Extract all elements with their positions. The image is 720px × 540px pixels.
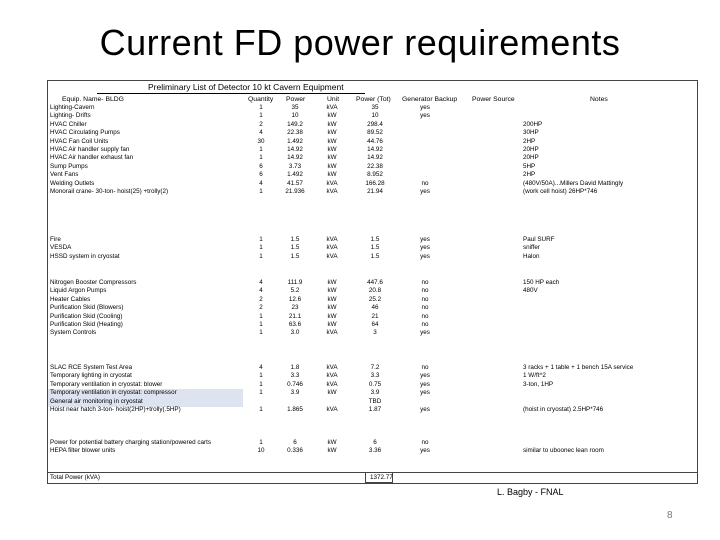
cell-qty: 1 xyxy=(259,321,263,328)
cell-tot: 14.92 xyxy=(367,154,383,162)
cell-notes: (hoist in cryostat) 2.5HP*746 xyxy=(523,406,604,413)
cell-qty: 1 xyxy=(259,439,263,446)
cell-gen: no xyxy=(421,287,429,295)
cell-unit: kVA xyxy=(326,364,338,371)
cell-qty: 6 xyxy=(259,171,263,179)
cell-qty: 1 xyxy=(259,380,263,388)
cell-qty: 1 xyxy=(259,236,263,243)
sheet-title-underline xyxy=(97,93,365,94)
cell-notes: 2HP xyxy=(523,171,536,179)
cell-notes: Halon xyxy=(523,252,540,260)
cell-unit: kW xyxy=(327,304,337,312)
cell-unit: kW xyxy=(327,129,337,137)
cell-gen: no xyxy=(421,279,429,286)
cell-power: 0.336 xyxy=(287,447,303,455)
cell-qty: 1 xyxy=(259,244,263,252)
cell-power: 14.92 xyxy=(287,146,303,153)
cell-qty: 1 xyxy=(259,188,263,195)
cell-tot: 1.87 xyxy=(368,406,382,413)
sheet-title: Preliminary List of Detector 10 kt Cavern Equipment xyxy=(148,82,344,92)
cell-name: Fire xyxy=(50,236,61,243)
cell-name: Heater Cables xyxy=(50,295,91,303)
cell-qty: 1 xyxy=(259,312,263,320)
header-power-tot: Power (Tot) xyxy=(356,96,391,103)
cell-unit: kVA xyxy=(326,380,338,388)
cell-power: 3.0 xyxy=(290,329,300,337)
cell-tot: 89.52 xyxy=(367,129,383,137)
cell-qty: 2 xyxy=(259,295,263,303)
cell-power: 0.746 xyxy=(287,380,303,388)
cell-qty: 1 xyxy=(259,112,263,120)
cell-unit: kVA xyxy=(326,252,338,260)
cell-notes: 1 W/ft^2 xyxy=(523,372,546,380)
cell-name: Hoist near hatch 3-ton- hoist(2HP)+trolly(.5HP) xyxy=(50,406,181,413)
cell-unit: kW xyxy=(327,321,337,328)
cell-name: HVAC Air handler supply fan xyxy=(50,146,130,153)
cell-name: Liquid Argon Pumps xyxy=(50,287,107,295)
cell-qty: 1 xyxy=(259,154,263,162)
cell-power: 21.936 xyxy=(285,188,305,195)
cell-qty: 1 xyxy=(259,372,263,380)
cell-notes: 30HP xyxy=(523,129,539,137)
cell-unit: kW xyxy=(327,162,337,170)
cell-name: General air monitoring in cryostat xyxy=(50,397,143,405)
cell-unit: kW xyxy=(327,279,337,286)
cell-qty: 1 xyxy=(259,252,263,260)
cell-tot: 3 xyxy=(373,329,377,337)
cell-unit: kW xyxy=(327,120,337,128)
cell-power: 3.73 xyxy=(288,162,302,170)
header-notes: Notes xyxy=(590,96,608,103)
cell-notes: 5HP xyxy=(523,162,536,170)
cell-power: 3.9 xyxy=(290,389,300,397)
header-power-source: Power Source xyxy=(472,96,515,103)
cell-gen: yes xyxy=(420,244,430,252)
cell-unit: kW xyxy=(327,171,337,179)
cell-unit: kW xyxy=(327,389,337,397)
cell-gen: yes xyxy=(420,389,430,397)
total-value: 1372.77 xyxy=(370,474,393,481)
cell-power: 10 xyxy=(291,112,299,120)
cell-power: 12.6 xyxy=(288,295,302,303)
cell-name: HVAC Air handler exhaust fan xyxy=(50,154,134,162)
cell-name: Temporary ventilation in cryostat: blower xyxy=(50,380,163,388)
cell-power: 35 xyxy=(291,104,299,111)
cell-power: 23 xyxy=(291,304,299,312)
cell-tot: 10 xyxy=(371,112,379,120)
cell-gen: yes xyxy=(420,112,430,120)
cell-gen: yes xyxy=(420,406,430,413)
cell-unit: kVA xyxy=(326,372,338,380)
cell-unit: kW xyxy=(327,112,337,120)
cell-gen: yes xyxy=(420,329,430,337)
cell-tot: 21 xyxy=(371,312,379,320)
cell-unit: kVA xyxy=(326,244,338,252)
cell-power: 149.2 xyxy=(287,120,303,128)
cell-notes: (480V/50A)...Millers David Mattingly xyxy=(523,179,624,187)
cell-unit: kW xyxy=(327,287,337,295)
cell-power: 1.492 xyxy=(287,137,303,145)
cell-notes: 150 HP each xyxy=(523,279,560,286)
header-equip: Equip. Name- BLDG xyxy=(62,96,124,103)
cell-gen: yes xyxy=(420,380,430,388)
cell-name: Vent Fans xyxy=(50,171,79,179)
cell-qty: 1 xyxy=(259,104,263,111)
cell-unit: kVA xyxy=(326,104,338,111)
cell-power: 3.3 xyxy=(290,372,300,380)
cell-gen: yes xyxy=(420,188,430,195)
cell-name: HVAC Circulating Pumps xyxy=(50,129,120,137)
cell-tot: 46 xyxy=(371,304,379,312)
cell-name: HVAC Fan Coil Units xyxy=(50,137,109,145)
cell-power: 1.865 xyxy=(287,406,303,413)
cell-tot: 22.38 xyxy=(367,162,383,170)
cell-name: Purification Skid (Cooling) xyxy=(50,312,123,320)
cell-tot: 166.28 xyxy=(365,179,385,187)
cell-tot: 1.5 xyxy=(370,252,380,260)
cell-power: 6 xyxy=(293,439,297,446)
cell-tot: 0.75 xyxy=(368,380,382,388)
cell-name: SLAC RCE System Test Area xyxy=(50,364,133,371)
cell-tot: 3.9 xyxy=(370,389,380,397)
header-power: Power xyxy=(286,96,306,103)
cell-tot: 298.4 xyxy=(367,120,383,128)
cell-power: 63.6 xyxy=(288,321,302,328)
cell-unit: kVA xyxy=(326,188,338,195)
cell-unit: kW xyxy=(327,439,337,446)
cell-notes: 20HP xyxy=(523,154,539,162)
cell-tot: 447.6 xyxy=(367,279,383,286)
cell-qty: 1 xyxy=(259,329,263,337)
cell-tot: 25.2 xyxy=(368,295,382,303)
cell-unit: kW xyxy=(327,154,337,162)
cell-gen: yes xyxy=(420,447,430,455)
cell-gen: no xyxy=(421,295,429,303)
cell-tot: 3.36 xyxy=(368,447,382,455)
cell-qty: 10 xyxy=(257,447,265,455)
cell-tot: TBD xyxy=(368,397,382,405)
cell-name: Power for potential battery charging station/powered carts xyxy=(50,439,212,446)
cell-tot: 7.2 xyxy=(370,364,380,371)
cell-power: 41.57 xyxy=(287,179,303,187)
cell-notes: 480V xyxy=(523,287,538,295)
cell-name: HSSD system in cryostat xyxy=(50,252,120,260)
cell-qty: 4 xyxy=(259,129,263,137)
cell-unit: kVA xyxy=(326,406,338,413)
cell-tot: 35 xyxy=(371,104,379,111)
cell-gen: no xyxy=(421,364,429,371)
cell-power: 111.9 xyxy=(287,279,303,286)
cell-qty: 1 xyxy=(259,146,263,153)
cell-qty: 1 xyxy=(259,406,263,413)
total-label: Total Power (kVA) xyxy=(50,474,100,481)
cell-power: 14.92 xyxy=(287,154,303,162)
cell-notes: 3-ton, 1HP xyxy=(523,380,554,388)
cell-name: Temporary lighting in cryostat xyxy=(50,372,132,380)
cell-tot: 3.3 xyxy=(370,372,380,380)
cell-unit: kVA xyxy=(326,329,338,337)
cell-gen: no xyxy=(421,179,429,187)
cell-qty: 2 xyxy=(259,120,263,128)
cell-gen: yes xyxy=(420,372,430,380)
cell-unit: kW xyxy=(327,137,337,145)
header-unit: Unit xyxy=(327,96,340,103)
header-generator: Generator Backup xyxy=(402,96,458,103)
cell-unit: kW xyxy=(327,146,337,153)
cell-tot: 1.5 xyxy=(370,244,380,252)
cell-unit: kW xyxy=(327,295,337,303)
cell-notes: 20HP xyxy=(523,146,539,153)
cell-gen: yes xyxy=(420,236,430,243)
cell-gen: no xyxy=(421,312,429,320)
cell-power: 1.8 xyxy=(290,364,300,371)
cell-qty: 30 xyxy=(257,137,265,145)
cell-gen: no xyxy=(421,304,429,312)
slide-title: Current FD power requirements xyxy=(99,22,621,63)
cell-name: Sump Pumps xyxy=(50,162,88,170)
cell-power: 1.492 xyxy=(287,171,303,179)
cell-tot: 64 xyxy=(371,321,379,328)
cell-name: HEPA filter blower units xyxy=(50,447,116,455)
cell-name: Lighting- Drifts xyxy=(50,112,91,120)
cell-tot: 21.94 xyxy=(367,188,383,195)
cell-qty: 4 xyxy=(259,179,263,187)
cell-power: 1.5 xyxy=(290,244,300,252)
cell-notes: similar to uboonec lean room xyxy=(523,447,604,455)
cell-notes: 200HP xyxy=(523,120,543,128)
cell-tot: 6 xyxy=(373,439,377,446)
cell-power: 21.1 xyxy=(288,312,302,320)
cell-notes: sniffer xyxy=(523,244,541,252)
cell-power: 1.5 xyxy=(290,236,300,243)
cell-notes: 3 racks + 1 table + 1 bench 15A service xyxy=(523,364,634,371)
cell-name: Monorail crane- 30-ton- hoist(25) +trolly(2) xyxy=(50,188,169,195)
cell-tot: 44.76 xyxy=(367,137,383,145)
cell-qty: 2 xyxy=(259,304,263,312)
cell-qty: 4 xyxy=(259,287,263,295)
cell-name: Purification Skid (Blowers) xyxy=(50,304,124,312)
cell-name: Purification Skid (Heating) xyxy=(50,321,123,328)
cell-name: HVAC Chiller xyxy=(50,120,87,128)
cell-notes: (work cell hoist) 26HP*746 xyxy=(523,188,598,195)
cell-qty: 6 xyxy=(259,162,263,170)
cell-name: Lighting-Cavern xyxy=(50,104,95,111)
cell-notes: Paul SURF xyxy=(523,236,555,243)
cell-tot: 1.5 xyxy=(370,236,380,243)
cell-gen: yes xyxy=(420,104,430,111)
cell-name: Nitrogen Booster Compressors xyxy=(50,279,137,286)
cell-notes: 2HP xyxy=(523,137,536,145)
cell-name: Temporary ventilation in cryostat: compressor xyxy=(50,389,177,397)
cell-power: 5.2 xyxy=(290,287,300,295)
cell-qty: 4 xyxy=(259,279,263,286)
cell-qty: 1 xyxy=(259,389,263,397)
cell-unit: kW xyxy=(327,312,337,320)
header-quantity: Quantity xyxy=(248,96,274,103)
cell-power: 22.38 xyxy=(287,129,303,137)
cell-unit: kW xyxy=(327,447,337,455)
author-signature: L. Bagby - FNAL xyxy=(497,487,564,497)
page-number: 8 xyxy=(667,510,673,521)
cell-tot: 8.952 xyxy=(367,171,383,179)
cell-gen: no xyxy=(421,321,429,328)
cell-gen: yes xyxy=(420,252,430,260)
cell-unit: kVA xyxy=(326,179,338,187)
cell-unit: kVA xyxy=(326,236,338,243)
cell-power: 1.5 xyxy=(290,252,300,260)
cell-name: VESDA xyxy=(50,244,72,252)
cell-name: Welding Outlets xyxy=(50,179,95,187)
cell-tot: 14.92 xyxy=(367,146,383,153)
cell-gen: no xyxy=(421,439,429,446)
cell-tot: 20.8 xyxy=(368,287,382,295)
cell-qty: 4 xyxy=(259,364,263,371)
cell-name: System Controls xyxy=(50,329,97,337)
